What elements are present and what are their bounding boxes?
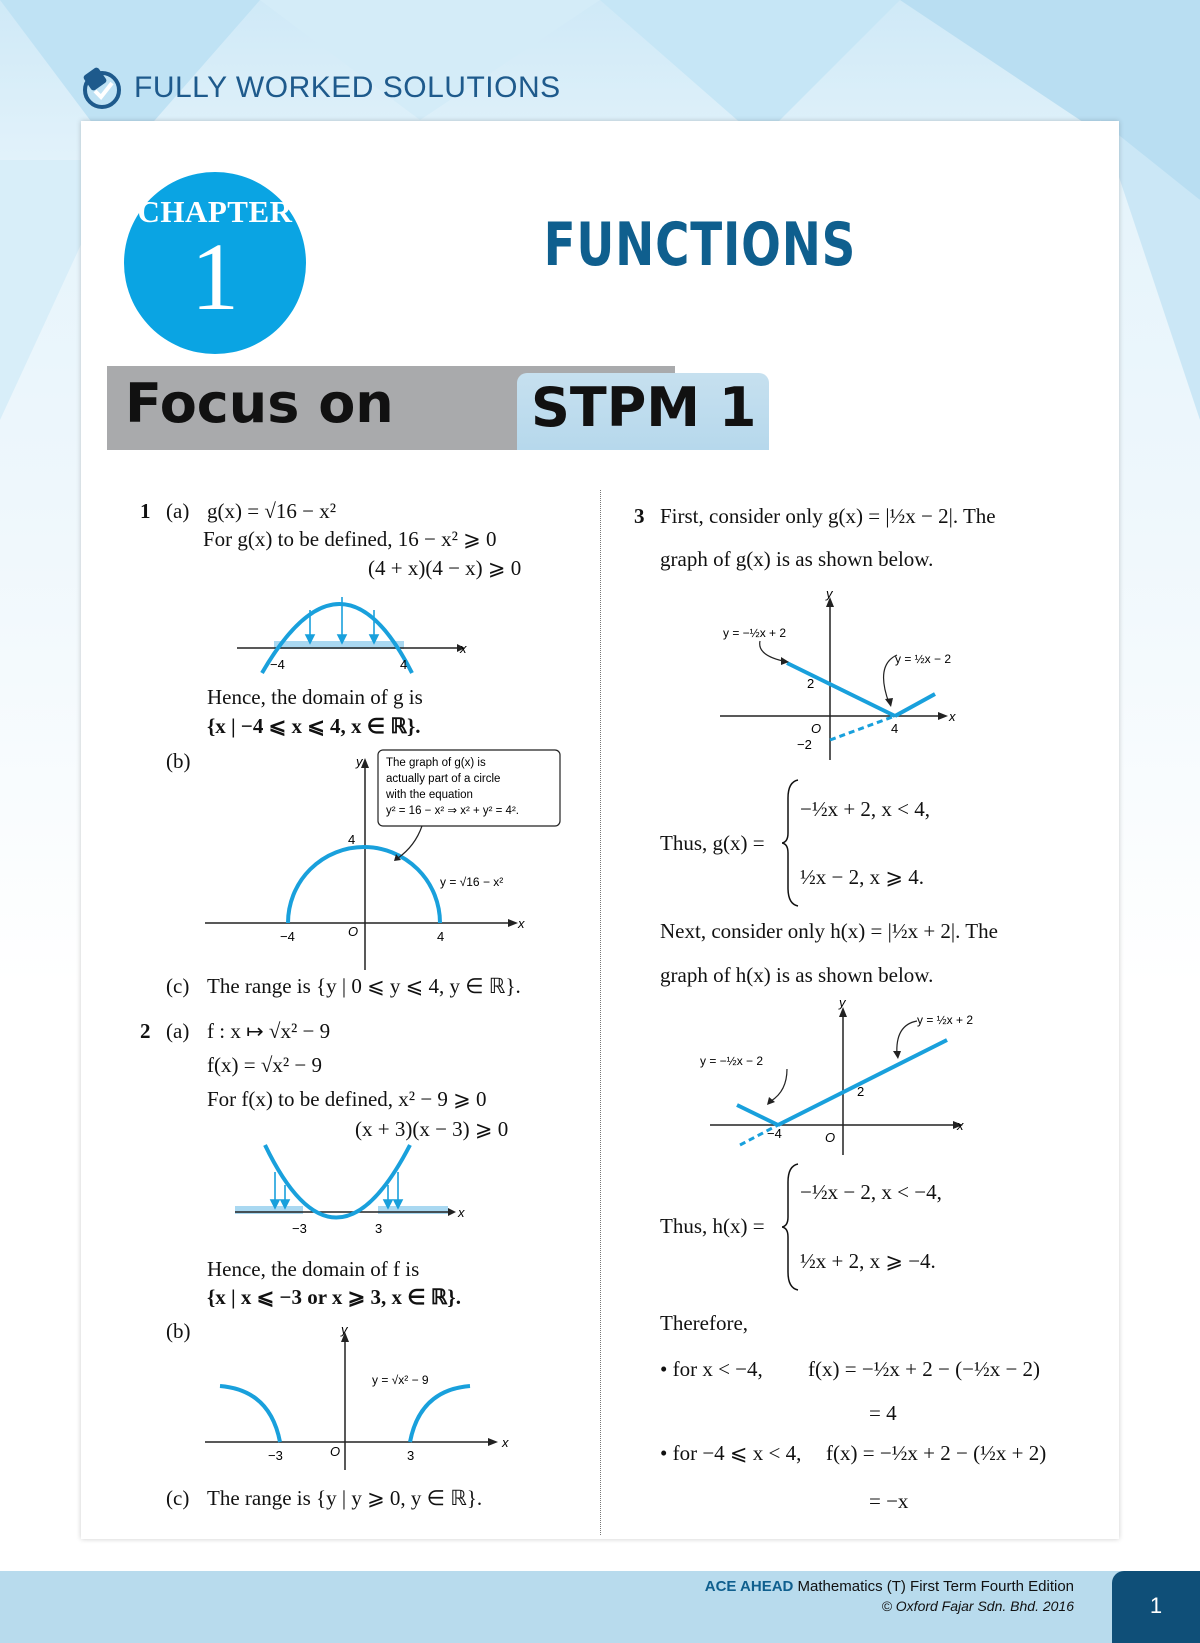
footer-brand: ACE AHEAD xyxy=(704,1578,794,1595)
q2b-curve-label: y = √x² − 9 xyxy=(372,1373,429,1387)
q3-thus-g: Thus, g(x) = xyxy=(660,831,765,855)
q1b-tick-right: 4 xyxy=(437,929,445,944)
q2b-tick-left: −3 xyxy=(268,1448,283,1463)
q1b-curve-label: y = √16 − x² xyxy=(440,875,504,889)
q1b-origin: O xyxy=(348,924,359,939)
q3-bullet1-eq: f(x) = −½x + 2 − (−½x − 2) xyxy=(808,1357,1041,1381)
q3-intro-line1: First, consider only g(x) = |½x − 2|. The xyxy=(660,504,996,528)
q3g-x-tick: 4 xyxy=(891,721,899,736)
focus-banner xyxy=(107,366,757,450)
q1-number: 1 xyxy=(140,499,151,523)
q3h-x-label: x xyxy=(957,1118,964,1133)
q2a-label: (a) xyxy=(166,1019,190,1043)
q3h-y-tick: 2 xyxy=(857,1084,865,1099)
q2a-function: f(x) = √x² − 9 xyxy=(207,1053,322,1077)
q1a-label: (a) xyxy=(166,499,190,523)
q2a-condition: For f(x) to be defined, x² − 9 ⩾ 0 xyxy=(207,1087,487,1111)
chapter-number: 1 xyxy=(191,223,239,330)
q2a-x-label: x xyxy=(458,1205,465,1220)
q2a-domain: {x | x ⩽ −3 or x ⩾ 3, x ∈ ℝ}. xyxy=(207,1285,461,1309)
q3-therefore: Therefore, xyxy=(660,1311,749,1335)
q2b-label: (b) xyxy=(166,1319,191,1343)
q1b-x-label: x xyxy=(518,916,525,931)
q2a-factorised: (x + 3)(x − 3) ⩾ 0 xyxy=(355,1117,509,1141)
q3h-origin: O xyxy=(825,1130,836,1145)
g-brace xyxy=(782,778,802,908)
q3g-label-left: y = −½x + 2 xyxy=(723,626,787,640)
q1a-hence: Hence, the domain of g is xyxy=(207,685,423,709)
page-footer xyxy=(0,1571,1200,1643)
q3h-label-right: y = ½x + 2 xyxy=(917,1013,974,1027)
section-header xyxy=(80,66,561,110)
q2a-tick-left: −3 xyxy=(292,1221,307,1236)
q1a-function: g(x) = √16 − x² xyxy=(207,499,336,523)
g-case-2: ½x − 2, x ⩾ 4. xyxy=(800,865,924,889)
page-number: 1 xyxy=(1112,1571,1200,1643)
q2a-tick-right: 3 xyxy=(375,1221,383,1236)
q2b-tick-right: 3 xyxy=(407,1448,415,1463)
q3-graph-h xyxy=(695,995,995,1155)
footer-book xyxy=(705,1578,1074,1595)
header-title: FULLY WORKED SOLUTIONS xyxy=(134,71,561,104)
q2-number: 2 xyxy=(140,1019,151,1043)
h-case-1: −½x − 2, x < −4, xyxy=(800,1180,942,1204)
q1b-y-tick: 4 xyxy=(348,832,356,847)
q2c-range: The range is {y | y ⩾ 0, y ∈ ℝ}. xyxy=(207,1486,483,1510)
footer-copyright: © Oxford Fajar Sdn. Bhd. 2016 xyxy=(881,1598,1074,1614)
q1a-domain: {x | −4 ⩽ x ⩽ 4, x ∈ ℝ}. xyxy=(207,714,421,738)
column-divider xyxy=(600,490,601,1535)
q1b-graph xyxy=(200,748,570,970)
q3-thus-h: Thus, h(x) = xyxy=(660,1214,765,1238)
q3-intro-line2: graph of g(x) is as shown below. xyxy=(660,547,934,571)
q1a-tick-left: −4 xyxy=(270,657,285,672)
q3g-y-label: y xyxy=(826,586,833,601)
q3-bullet2-result: = −x xyxy=(869,1489,909,1513)
h-brace xyxy=(782,1162,802,1292)
q3g-x-label: x xyxy=(949,709,956,724)
q3h-x-tick: −4 xyxy=(767,1126,782,1141)
q3g-ytick-neg: −2 xyxy=(797,737,812,752)
q3-graph-g xyxy=(715,585,975,760)
q1b-label: (b) xyxy=(166,749,191,773)
q1a-tick-right: 4 xyxy=(400,657,408,672)
stpm-label: STPM 1 xyxy=(517,373,769,450)
chapter-badge xyxy=(124,172,306,354)
q3g-origin: O xyxy=(811,721,822,736)
q1a-graph xyxy=(232,575,472,675)
q3-bullet2-eq: f(x) = −½x + 2 − (½x + 2) xyxy=(826,1441,1047,1465)
footer-book-title: Mathematics (T) First Term Fourth Edition xyxy=(797,1578,1074,1595)
q1b-note-line4: y² = 16 − x² ⇒ x² + y² = 4². xyxy=(386,805,519,817)
q3-bullet1-result: = 4 xyxy=(869,1401,897,1425)
q1b-note-line3: with the equation xyxy=(386,789,473,801)
q3-next-line2: graph of h(x) is as shown below. xyxy=(660,963,934,987)
q1b-tick-left: −4 xyxy=(280,929,295,944)
q2a-mapping: f : x ↦ √x² − 9 xyxy=(207,1019,331,1043)
solutions-logo-icon xyxy=(80,66,124,110)
q2b-graph xyxy=(200,1320,520,1470)
q1c-label: (c) xyxy=(166,974,190,998)
q1b-y-label: y xyxy=(356,754,363,769)
q2b-x-label: x xyxy=(502,1435,509,1450)
q1a-factorised: (4 + x)(4 − x) ⩾ 0 xyxy=(368,556,522,580)
q2c-label: (c) xyxy=(166,1486,190,1510)
chapter-label: CHAPTER xyxy=(137,194,293,229)
chapter-title: FUNCTIONS xyxy=(543,210,857,280)
q3g-label-right: y = ½x − 2 xyxy=(895,652,952,666)
q3-bullet1: • for x < −4, xyxy=(660,1357,763,1381)
q3h-label-left: y = −½x − 2 xyxy=(700,1054,764,1068)
q3g-ytick-pos: 2 xyxy=(807,676,815,691)
focus-label: Focus on xyxy=(125,372,394,435)
q3-number: 3 xyxy=(634,504,645,528)
q2b-y-label: y xyxy=(341,1322,348,1337)
q1a-x-label: x xyxy=(460,641,467,656)
q2a-graph xyxy=(230,1140,480,1245)
g-case-1: −½x + 2, x < 4, xyxy=(800,797,931,821)
q1b-note-line1: The graph of g(x) is xyxy=(386,757,486,769)
q3-next-line1: Next, consider only h(x) = |½x + 2|. The xyxy=(660,919,998,943)
q2b-origin: O xyxy=(330,1444,341,1459)
h-case-2: ½x + 2, x ⩾ −4. xyxy=(800,1249,936,1273)
q3h-y-label: y xyxy=(839,995,846,1010)
q3-bullet2: • for −4 ⩽ x < 4, xyxy=(660,1441,802,1465)
q1a-condition: For g(x) to be defined, 16 − x² ⩾ 0 xyxy=(203,527,497,551)
q1b-note-line2: actually part of a circle xyxy=(386,773,501,785)
q2a-hence: Hence, the domain of f is xyxy=(207,1257,420,1281)
q1c-range: The range is {y | 0 ⩽ y ⩽ 4, y ∈ ℝ}. xyxy=(207,974,521,998)
